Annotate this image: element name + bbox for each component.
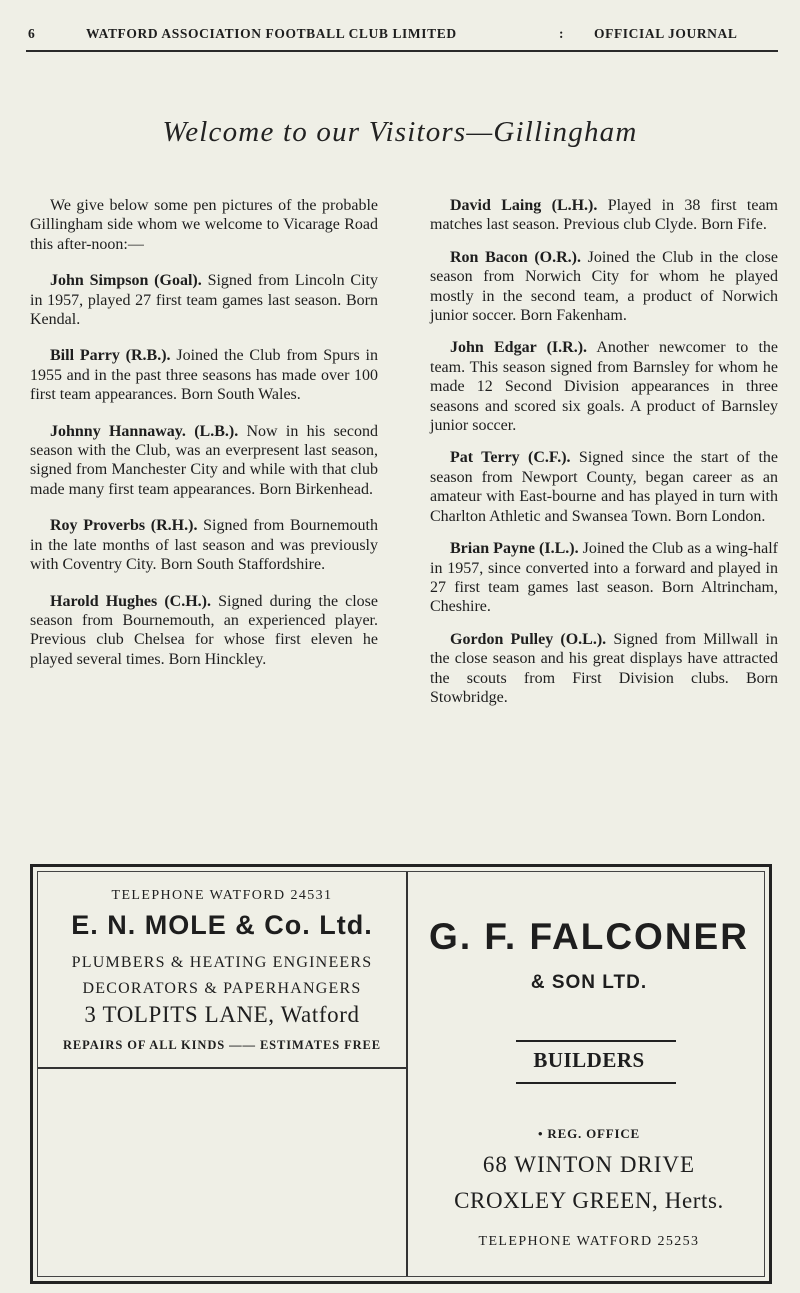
page-number: 6 bbox=[28, 26, 36, 41]
mole-address: 3 TOLPITS LANE, Watford bbox=[84, 1002, 360, 1027]
player-description: Joined the Club as a wing-half in 1957, since converted into a forward and played in 27 first team games last season. Born Altrincham, Cheshire. bbox=[430, 540, 778, 616]
article-intro: We give below some pen pictures of the probable Gillingham side whom we welcome to Vicarage Road this after-noon:— bbox=[30, 197, 378, 253]
falconer-subtitle: & SON LTD. bbox=[530, 972, 648, 993]
player-entry bbox=[30, 422, 378, 500]
player-entry bbox=[430, 196, 778, 235]
player-name: Gordon Pulley (O.L.). bbox=[450, 630, 607, 648]
player-name: Bill Parry (R.B.). bbox=[50, 347, 171, 365]
header-separator: : bbox=[559, 26, 565, 41]
player-entry bbox=[30, 592, 378, 670]
falconer-address-line2: CROXLEY GREEN, Herts. bbox=[454, 1188, 724, 1213]
advertisement-panel bbox=[30, 864, 772, 1284]
player-list-left bbox=[30, 271, 378, 669]
player-entry bbox=[430, 539, 778, 617]
player-name: Roy Proverbs (R.H.). bbox=[50, 517, 198, 535]
player-entry bbox=[30, 271, 378, 329]
mole-telephone: TELEPHONE WATFORD 24531 bbox=[111, 888, 333, 903]
article-column-left bbox=[30, 196, 378, 686]
falconer-address-line1: 68 WINTON DRIVE bbox=[482, 1152, 696, 1177]
player-name: Harold Hughes (C.H.). bbox=[50, 592, 212, 610]
publication-name: OFFICIAL JOURNAL bbox=[594, 26, 738, 41]
player-description: Signed from Lincoln City in 1957, played 27 first team games last season. Born Kendal. bbox=[30, 272, 378, 329]
mole-company-name: E. N. MOLE & Co. Ltd. bbox=[71, 910, 373, 940]
player-description: Another newcomer to the team. This season signed from Barnsley for whom he made 12 Second Division appearances in three seasons and scored six goals. A product of Barnsley junior soccer. bbox=[430, 339, 779, 435]
header-rule bbox=[26, 50, 778, 52]
player-description: Joined the Club in the close season from Norwich City for whom he played mostly in the second team, a product of Norwich junior soccer. Born Fakenham. bbox=[430, 248, 778, 325]
falconer-company-name: G. F. FALCONER bbox=[429, 916, 749, 957]
player-description: Signed from Millwall in the close season and his great displays have attracted the scouts from First Division clubs. Born Stowbridge. bbox=[430, 630, 778, 706]
falconer-office-label: • REG. OFFICE bbox=[538, 1126, 640, 1141]
player-description: Signed since the start of the season from Newport County, began career as an amateur with East-bourne and has played in turn with Charlton Athletic and Swansea Town. Born London. bbox=[430, 449, 778, 525]
falconer-telephone: TELEPHONE WATFORD 25253 bbox=[478, 1234, 700, 1249]
article-title: Welcome to our Visitors—Gillingham bbox=[162, 116, 638, 148]
falconer-trade: BUILDERS bbox=[533, 1048, 645, 1072]
player-entry bbox=[430, 448, 778, 526]
advertisement-inner-frame bbox=[37, 871, 765, 1277]
player-entry bbox=[430, 630, 778, 708]
player-description: Played in 38 first team matches last season. Previous club Clyde. Born Fife. bbox=[430, 197, 779, 234]
player-name: John Simpson (Goal). bbox=[50, 272, 202, 290]
player-entry bbox=[430, 248, 778, 326]
mole-footer: REPAIRS OF ALL KINDS —— ESTIMATES FREE bbox=[62, 1038, 382, 1052]
page-header bbox=[28, 24, 776, 52]
mole-services-line2: DECORATORS & PAPERHANGERS bbox=[82, 980, 362, 997]
office-label-text: REG. OFFICE bbox=[547, 1126, 640, 1141]
builders-rule-top bbox=[516, 1040, 676, 1042]
article-column-right bbox=[430, 196, 778, 720]
player-name: Pat Terry (C.F.). bbox=[450, 449, 571, 467]
player-description: Joined the Club from Spurs in 1955 and in the past three seasons has made over 100 first team appearances. Born South Wales. bbox=[30, 347, 378, 404]
player-description: Now in his second season with the Club, was an everpresent last season, signed from Manchester City and while with that club made many first team appearances. Born Birkenhead. bbox=[30, 422, 378, 498]
player-name: Brian Payne (I.L.). bbox=[450, 540, 579, 558]
player-entry bbox=[430, 338, 778, 435]
player-entry bbox=[30, 346, 378, 404]
builders-rule-bottom bbox=[516, 1082, 676, 1084]
player-description: Signed during the close season from Bournemouth, an experienced player. Previous club Chelsea for whose first eleven he played several times. Born Hinckley. bbox=[30, 592, 379, 668]
player-list-right bbox=[430, 196, 778, 707]
mole-services-line1: PLUMBERS & HEATING ENGINEERS bbox=[71, 954, 373, 971]
player-name: Ron Bacon (O.R.). bbox=[450, 248, 582, 266]
player-name: Johnny Hannaway. (L.B.). bbox=[50, 422, 239, 440]
mole-ad-bottom-rule bbox=[38, 1067, 406, 1069]
player-name: David Laing (L.H.). bbox=[450, 197, 598, 214]
player-description: Signed from Bournemouth in the late months of last season and was previously with Coventry City. Born South Staffordshire. bbox=[30, 517, 379, 574]
player-name: John Edgar (I.R.). bbox=[450, 339, 588, 357]
player-entry bbox=[30, 516, 378, 574]
club-name: WATFORD ASSOCIATION FOOTBALL CLUB LIMITED bbox=[86, 26, 457, 41]
